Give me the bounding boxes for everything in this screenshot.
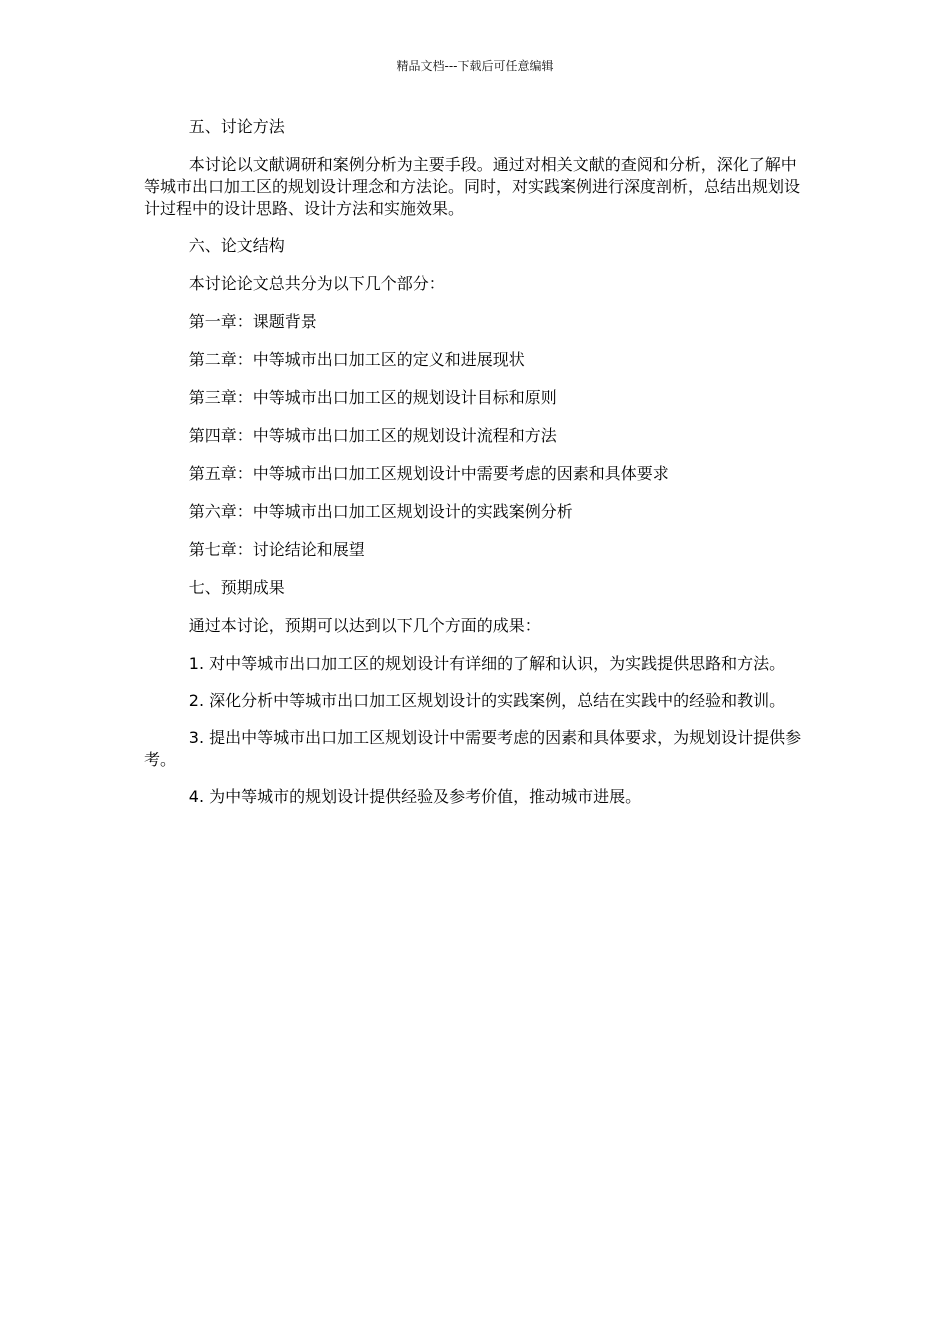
outcome-item-1: 1. 对中等城市出口加工区的规划设计有详细的了解和认识，为实践提供思路和方法。 <box>188 654 786 673</box>
chapter-item-5: 第五章：中等城市出口加工区规划设计中需要考虑的因素和具体要求 <box>188 464 669 483</box>
chapter-item-3: 第三章：中等城市出口加工区的规划设计目标和原则 <box>188 388 557 407</box>
chapter-item-6: 第六章：中等城市出口加工区规划设计的实践案例分析 <box>188 502 573 521</box>
section-heading-outcomes: 七、预期成果 <box>188 578 285 597</box>
section-heading-methods: 五、讨论方法 <box>188 117 285 136</box>
chapter-item-4: 第四章：中等城市出口加工区的规划设计流程和方法 <box>188 426 557 445</box>
paragraph-methods: 本讨论以文献调研和案例分析为主要手段。通过对相关文献的查阅和分析，深化了解中等城市出口加工区的规划设计理念和方法论。同时，对实践案例进行深度剖析，总结出规划设计过程中的设计思路、设计方法和实施效果。 <box>144 155 801 218</box>
paragraph-structure-intro: 本讨论论文总共分为以下几个部分： <box>188 274 445 293</box>
chapter-item-2: 第二章：中等城市出口加工区的定义和进展现状 <box>188 350 525 369</box>
outcome-item-3: 3. 提出中等城市出口加工区规划设计中需要考虑的因素和具体要求，为规划设计提供参考。 <box>144 728 802 769</box>
chapter-item-7: 第七章：讨论结论和展望 <box>188 540 365 559</box>
outcome-item-2: 2. 深化分析中等城市出口加工区规划设计的实践案例，总结在实践中的经验和教训。 <box>188 691 786 710</box>
document-body <box>144 116 806 808</box>
paragraph-outcomes-intro: 通过本讨论，预期可以达到以下几个方面的成果： <box>188 616 541 635</box>
section-heading-structure: 六、论文结构 <box>188 236 285 255</box>
page-header: 精品文档---下载后可任意编辑 <box>396 59 554 73</box>
chapter-item-1: 第一章：课题背景 <box>188 312 317 331</box>
outcome-item-4: 4. 为中等城市的规划设计提供经验及参考价值，推动城市进展。 <box>188 787 642 806</box>
